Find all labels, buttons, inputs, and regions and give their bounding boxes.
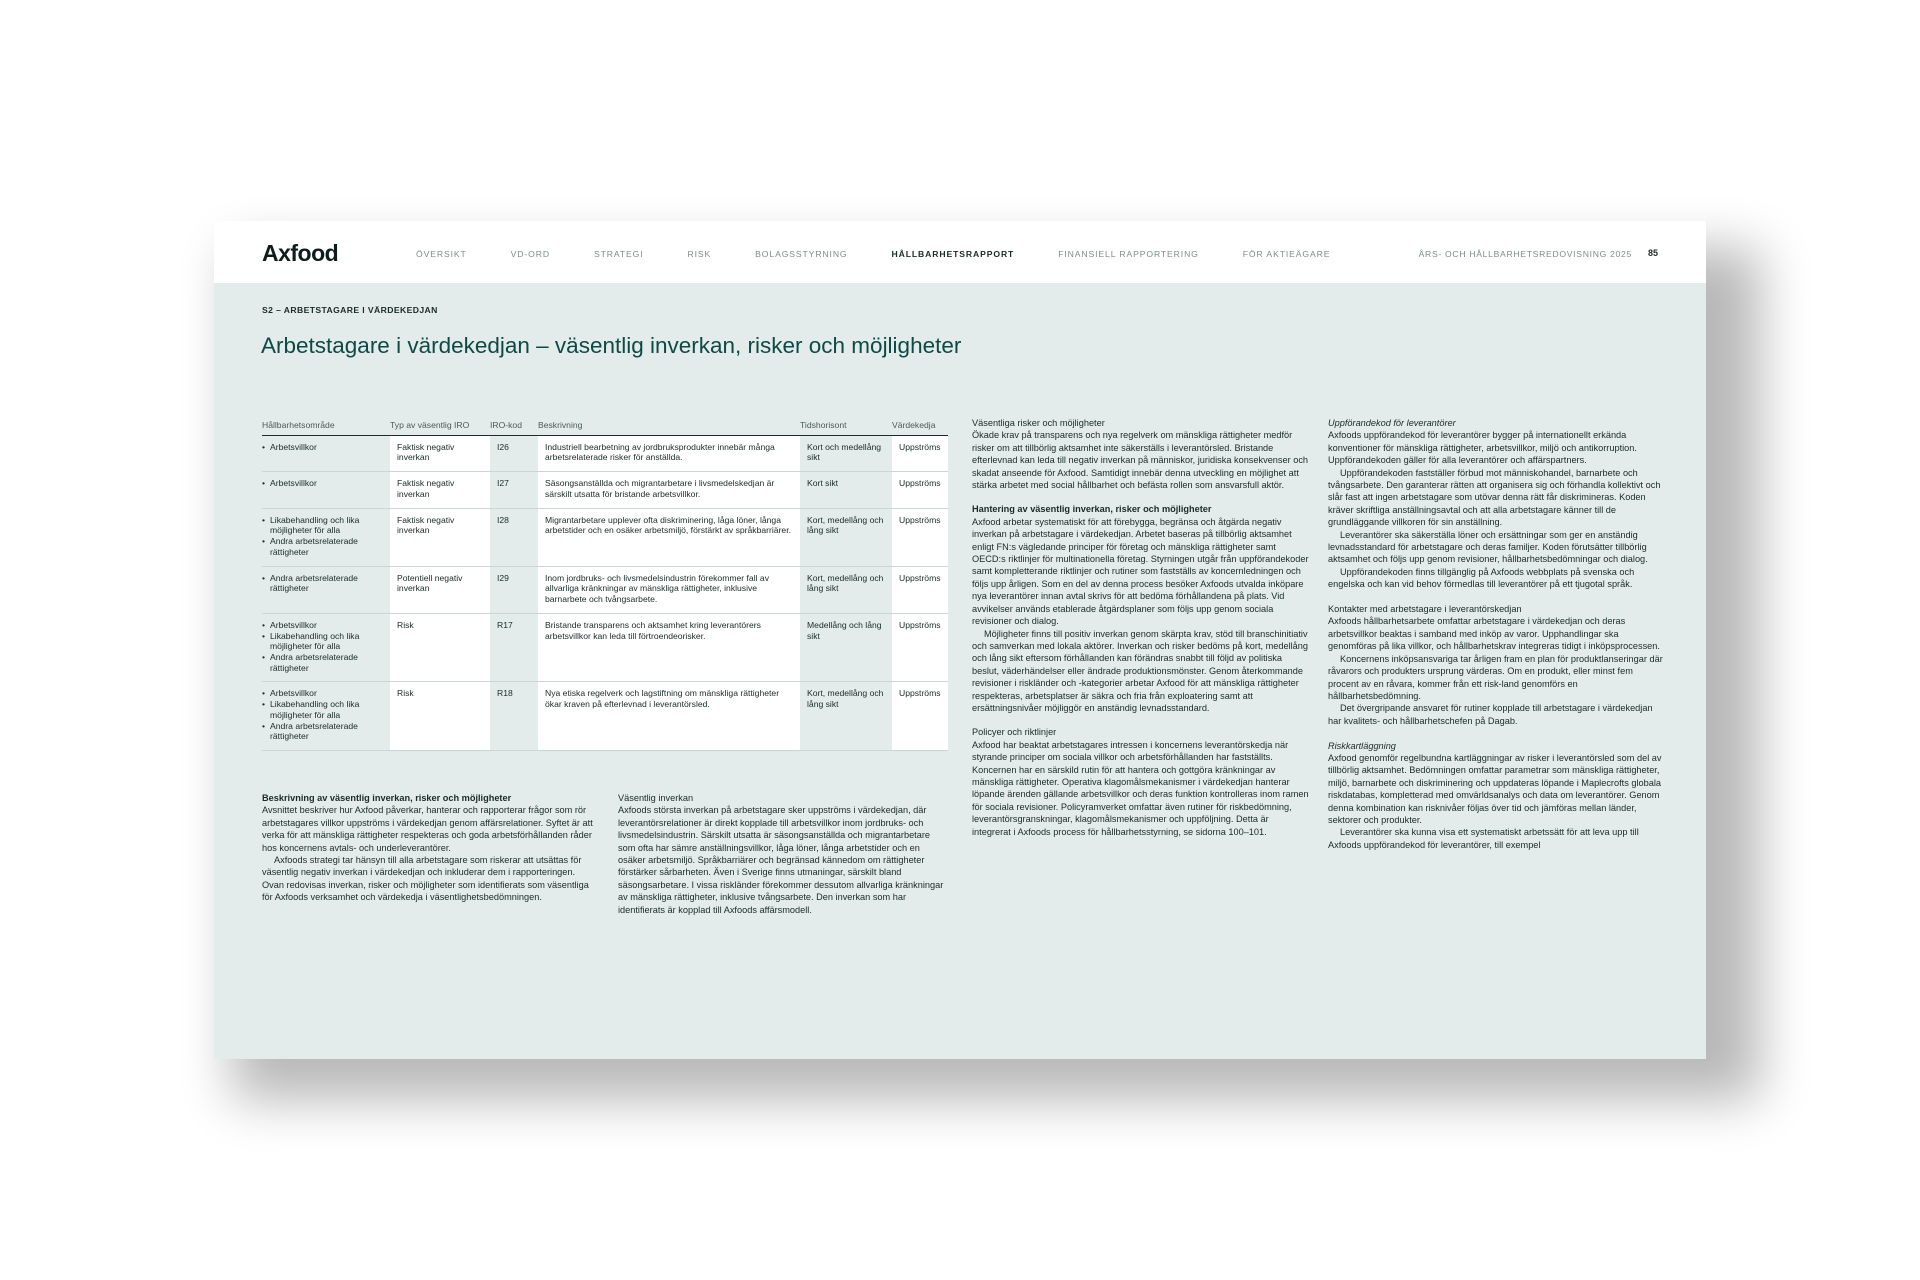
cell-chain: Uppströms: [892, 682, 948, 751]
cell-chain: Uppströms: [892, 435, 948, 471]
cell-code: R18: [490, 682, 538, 751]
section-nav: [416, 249, 1374, 259]
cell-description: Inom jordbruks- och livsmedelsindustrin förekommer fall av allvarliga kränkningar av mänskliga rättigheter, inklusive barnarbete och tvångsarbete.: [538, 566, 800, 613]
col-header-horizon: Tidshorisont: [800, 420, 892, 435]
table-row: [262, 435, 948, 471]
area-item: • Arbetsvillkor: [262, 688, 384, 699]
heading-policies: Policyer och riktlinjer: [972, 727, 1057, 738]
paragraph: Leverantörer ska säkerställa löner och ersättningar som ger en anständig levnadsstandard för arbetstagare och deras familjer. Koden förutsätter tillbörlig aktsamhet och följs upp genom revisioner, hållbarhetsbedömningar och dialog.: [1328, 529, 1648, 565]
text-column-4: [1328, 417, 1664, 851]
table-row: [262, 613, 948, 682]
page-title: Arbetstagare i värdekedjan – väsentlig inverkan, risker och möjligheter: [261, 333, 962, 358]
heading-risks-opportunities: Väsentliga risker och möjligheter: [972, 418, 1105, 428]
cell-horizon: Kort, medellång och lång sikt: [800, 566, 892, 613]
nav-vd-ord[interactable]: VD-ORD: [510, 249, 550, 259]
text-column-1: [262, 792, 598, 904]
cell-area: [262, 682, 390, 751]
page-number: 85: [1647, 248, 1658, 258]
nav-strategi[interactable]: STRATEGI: [593, 249, 644, 259]
nav-bolagsstyrning[interactable]: BOLAGSSTYRNING: [755, 249, 848, 259]
heading-material-impact: Väsentlig inverkan: [618, 793, 694, 803]
paragraph: Uppförandekoden finns tillgänglig på Axfoods webbplats på svenska och engelska och kan vid behov förmedlas till leverantörer på ett tjugotal språk.: [1328, 566, 1635, 590]
area-item: • Arbetsvillkor: [262, 442, 384, 453]
cell-description: Nya etiska regelverk och lagstiftning om mänskliga rättigheter ökar kraven på efterlevnad i leverantörsled.: [538, 682, 800, 751]
cell-horizon: Medellång och lång sikt: [800, 613, 892, 682]
paragraph: Möjligheter finns till positiv inverkan genom skärpta krav, stöd till branschinitiativ och samverkan med lokala aktörer. Inverkan och risker bedöms på kort, medellång och lång sikt eftersom förhållanden kan förändras snabbt till följd av politiska beslut, väderhändelser eller ändrade produktionsmönster. Genom återkommande revisioner i riskländer och -kategorier arbetar Axfood för att mänskliga rättigheter respekteras, arbetsplatser är säkra och fria från exploatering samt att ersättningsnivåer möjliggör en anständig levnadsstandard.: [972, 628, 1309, 713]
cell-area: [262, 472, 390, 508]
nav-finansiell-rapportering[interactable]: FINANSIELL RAPPORTERING: [1058, 249, 1199, 259]
paragraph: Axfoods hållbarhetsarbete omfattar arbetstagare i värdekedjan och deras arbetsvillkor beaktas i samband med inköp av varor. Upphandlingar ska genomföras på lika villkor, och hållbarhetskrav integreras tidigt i inköpsprocessen.: [1328, 616, 1660, 652]
cell-type: Risk: [390, 682, 490, 751]
cell-description: Migrantarbetare upplever ofta diskriminering, låga löner, långa arbetstider och en osäker arbetsmiljö, förstärkt av språkbarriärer.: [538, 508, 800, 566]
cell-code: I28: [490, 508, 538, 566]
report-page: [214, 221, 1706, 1059]
cell-area: [262, 566, 390, 613]
cell-horizon: Kort, medellång och lång sikt: [800, 508, 892, 566]
table-row: [262, 566, 948, 613]
col-header-chain: Värdekedja: [892, 420, 948, 435]
nav-oversikt[interactable]: ÖVERSIKT: [416, 249, 467, 259]
cell-code: R17: [490, 613, 538, 682]
paragraph: Avsnittet beskriver hur Axfood påverkar, hanterar och rapporterar frågor som rör arbetstagares villkor uppströms i värdekedjan genom affärsrelationer. Syftet är att verka för att mänskliga rättigheter respekteras och goda arbetsförhållanden råder hos koncernens avtals- och underleverantörer.: [262, 805, 593, 853]
section-label: S2 – ARBETSTAGARE I VÄRDEKEDJAN: [262, 305, 438, 315]
area-item: • Likabehandling och lika möjligheter för alla: [262, 515, 384, 536]
paragraph: Axfoods uppförandekod för leverantörer bygger på internationellt erkända konventioner för mänskliga rättigheter, arbetsvillkor, miljö och antikorruption. Uppförandekoden gäller för alla leverantörer och affärspartners.: [1328, 430, 1637, 466]
cell-area: [262, 613, 390, 682]
cell-chain: Uppströms: [892, 508, 948, 566]
cell-code: I27: [490, 472, 538, 508]
paragraph: Det övergripande ansvaret för rutiner kopplade till arbetstagare i värdekedjan har kvalitets- och hållbarhetschefen på Dagab.: [1328, 703, 1653, 726]
nav-risk[interactable]: RISK: [687, 249, 712, 259]
cell-horizon: Kort sikt: [800, 472, 892, 508]
nav-for-aktieagare[interactable]: FÖR AKTIEÄGARE: [1242, 249, 1331, 259]
area-item: • Arbetsvillkor: [262, 620, 384, 631]
iro-table: [262, 420, 948, 751]
paragraph: Axfood genomför regelbundna kartläggningar av risker i leverantörsled som del av tillbörlig aktsamhet. Bedömningen omfattar parametrar som mänskliga rättigheter, miljö, barnarbete och diskriminering och uppdateras löpande i Maplecrofts globala riskdatabas, kompletterad med omvärldsanalys och data om leverantörer. Genom denna kombination kan risknivåer följas över tid och jämföras mellan länder, sektorer och produkter.: [1328, 752, 1662, 825]
area-item: • Andra arbetsrelaterade rättigheter: [262, 536, 384, 557]
text-column-2: [618, 792, 948, 916]
paragraph: Axfoods strategi tar hänsyn till alla arbetstagare som riskerar att utsättas för väsentlig negativ inverkan i värdekedjan och inkluderar dem i rapporteringen. Ovan redovisas inverkan, risker och möjligheter som identifierats som väsentliga för Axfoods verksamhet och värdekedja i väsentlighetsbedömningen.: [262, 855, 589, 903]
cell-area: [262, 508, 390, 566]
table-header-row: [262, 420, 948, 435]
cell-chain: Uppströms: [892, 566, 948, 613]
col-header-description: Beskrivning: [538, 420, 800, 435]
cell-chain: Uppströms: [892, 472, 948, 508]
table-row: [262, 508, 948, 566]
paragraph: Koncernens inköpsansvariga tar årligen fram en plan för produktlanseringar där råvarors och produkters ursprung värderas. Om en produkt, eller minst fem procent av en råvara, kommer från ett risk-land genomförs en hållbarhetsbedömning.: [1328, 653, 1663, 701]
nav-hallbarhetsrapport[interactable]: HÅLLBARHETSRAPPORT: [891, 249, 1015, 259]
cell-type: Faktisk negativ inverkan: [390, 508, 490, 566]
cell-type: Potentiell negativ inverkan: [390, 566, 490, 613]
area-item: • Andra arbetsrelaterade rättigheter: [262, 721, 384, 742]
area-item: • Andra arbetsrelaterade rättigheter: [262, 573, 384, 594]
report-name: ÅRS- OCH HÅLLBARHETSREDOVISNING 2025: [1418, 249, 1632, 259]
area-item: • Likabehandling och lika möjligheter för alla: [262, 699, 384, 720]
heading-description: Beskrivning av väsentlig inverkan, risker och möjligheter: [262, 793, 512, 803]
heading-supplier-code: Uppförandekod för leverantörer: [1328, 418, 1456, 428]
cell-description: Bristande transparens och aktsamhet kring leverantörers arbetsvillkor kan leda till förtroendeorisker.: [538, 613, 800, 682]
col-header-area: Hållbarhetsområde: [262, 420, 390, 435]
cell-chain: Uppströms: [892, 613, 948, 682]
cell-horizon: Kort och medellång sikt: [800, 435, 892, 471]
axfood-logo[interactable]: Axfood: [262, 240, 339, 266]
text-column-3: [972, 417, 1310, 838]
area-item: • Likabehandling och lika möjligheter för alla: [262, 631, 384, 652]
cell-type: Faktisk negativ inverkan: [390, 472, 490, 508]
heading-contacts: Kontakter med arbetstagare i leverantörskedjan: [1328, 604, 1522, 615]
cell-code: I29: [490, 566, 538, 613]
paragraph: Ökade krav på transparens och nya regelverk om mänskliga rättigheter medför risker om att tillbörlig aktsamhet inte säkerställs i leverantörsled. Bristande efterlevnad kan leda till negativ inverkan på människor, juridiska konsekvenser och skadat anseende för Axfood. Samtidigt innebär denna utveckling en möjlighet att stärka arbetet med social hållbarhet och befästa rollen som ansvarsfull aktör.: [972, 430, 1309, 491]
cell-type: Risk: [390, 613, 490, 682]
area-item: • Arbetsvillkor: [262, 478, 384, 489]
table-row: [262, 682, 948, 751]
cell-code: I26: [490, 435, 538, 471]
cell-description: Säsongsanställda och migrantarbetare i livsmedelskedjan är särskilt utsatta för bristande arbetsvillkor.: [538, 472, 800, 508]
paragraph: Uppförandekoden fastställer förbud mot människohandel, barnarbete och tvångsarbete. Den garanterar rätten att organisera sig och förhandla kollektivt och slår fast att ingen arbetstagare som utövar denna rätt får diskrimineras. Koden kräver skriftliga anställningsavtal och att alla arbetstagare känner till de grundläggande villkoren för sin anställning.: [1328, 467, 1661, 528]
paragraph: Leverantörer ska kunna visa ett systematiskt arbetssätt för att leva upp till Axfoods uppförandekod för leverantörer, till exempel: [1328, 827, 1639, 850]
cell-description: Industriell bearbetning av jordbruksprodukter innebär många arbetsrelaterade risker för anställda.: [538, 435, 800, 471]
cell-horizon: Kort, medellång och lång sikt: [800, 682, 892, 751]
paragraph: Axfood har beaktat arbetstagares intressen i koncernens leverantörskedja när styrande principer om sociala villkor och arbetsförhållanden har fastställts. Koncernen har en särskild rutin för att hantera och gottgöra kränkningar av mänskliga rättigheter. Operativa klagomålsmekanismer i värdekedjan hanterar löpande ärenden gällande arbetsvillkor och deras funktion kontrolleras inom ramen för sociala revisioner. Policyramverket omfattar även rutiner för riskbedömning, leverantörsgranskningar, klagomålsmekanismer och uppföljning. Detta är integrerat i Axfoods process för hållbarhetsstyrning, se sidorna 100–101.: [972, 739, 1309, 837]
heading-management: Hantering av väsentlig inverkan, risker och möjligheter: [972, 504, 1212, 515]
paragraph: Axfoods största inverkan på arbetstagare sker uppströms i värdekedjan, där leverantörsrelationer är direkt kopplade till arbetsvillkor inom jordbruks- och livsmedelsindustrin. Särskilt utsatta är säsongsanställda och migrantarbetare som ofta har sämre anställningsvillkor, låga löner, långa arbetstider och en osäker arbetsmiljö. Språkbarriärer och begränsad kännedom om rättigheter förstärker sårbarheten. Även i Sverige finns utmaningar, särskilt bland säsongsarbetare. I vissa riskländer förekommer dessutom allvarliga kränkningar av mänskliga rättigheter, inklusive tvångsarbete. Den inverkan som har identifierats är kopplad till Axfoods affärsmodell.: [618, 805, 944, 915]
cell-area: [262, 435, 390, 471]
col-header-code: IRO-kod: [490, 420, 538, 435]
area-item: • Andra arbetsrelaterade rättigheter: [262, 652, 384, 673]
cell-type: Faktisk negativ inverkan: [390, 435, 490, 471]
top-navigation-bar: [214, 221, 1706, 283]
heading-risk-mapping: Riskkartläggning: [1328, 740, 1396, 751]
col-header-type: Typ av väsentlig IRO: [390, 420, 490, 435]
table-row: [262, 472, 948, 508]
paragraph: Axfood arbetar systematiskt för att förebygga, begränsa och åtgärda negativ inverkan på arbetstagare i värdekedjan. Arbetet baseras på tillbörlig aktsamhet enligt FN:s vägledande principer för företag och mänskliga rättigheter samt OECD:s riktlinjer för multinationella företag. Styrningen utgår från uppförandekoder samt kompletterande riktlinjer och rutiner som fastställs av koncernledningen och följs upp årligen. Som en del av denna process besöker Axfoods utvalda inköpare nya leverantörer innan avtal skrivs för att bedöma förhållandena på plats. Vid avvikelser används etablerade åtgärdsplaner som följs upp genom sociala revisioner och dialog.: [972, 516, 1309, 627]
